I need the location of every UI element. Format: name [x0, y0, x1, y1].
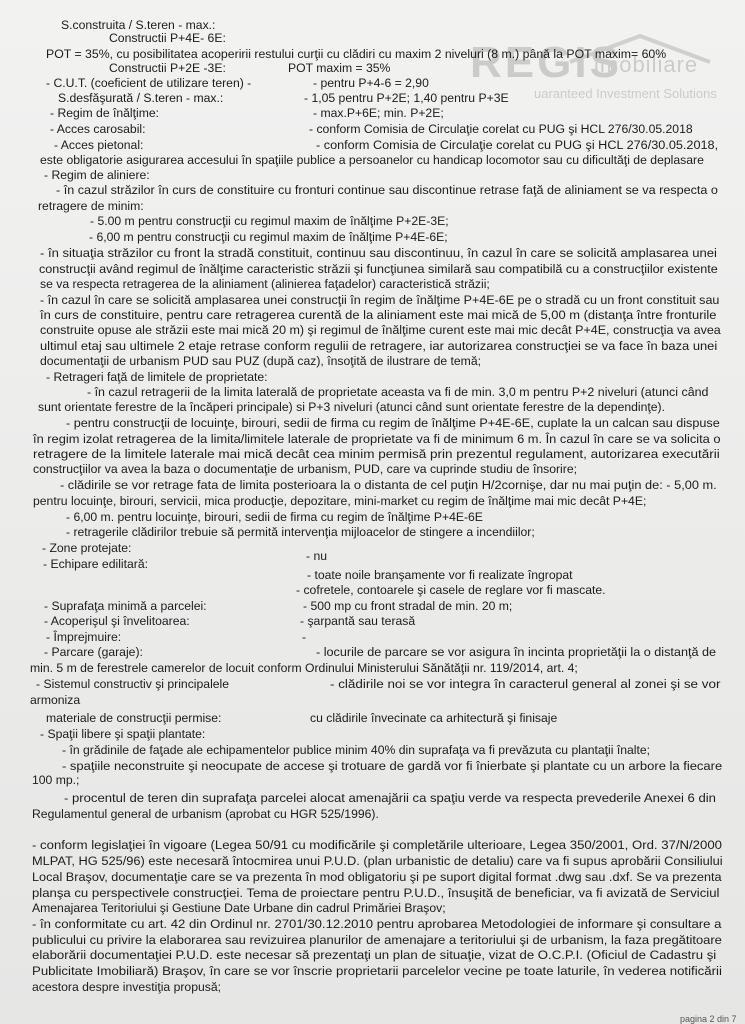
text-line: POT = 35%, cu posibilitatea acoperirii restului curţii cu clădiri cu maxim 2 niveluri (8 m.) până la POT maxim= 60% [46, 47, 667, 61]
text-line: - Sistemul constructiv şi principalele [36, 677, 230, 691]
text-line: - retragerile clădirilor trebuie să permită intervenţia mijloacelor de stingere a incendiilor; [66, 525, 535, 539]
watermark-sub: imobiliare [594, 52, 699, 77]
text-line: S.desfăşurată / S.teren - max.: [58, 91, 224, 105]
text-line: este obligatorie asigurarea accesului în spaţiile publice a persoanelor cu handicap locomotor sau cu dificultăţi de deplasare [40, 153, 704, 167]
text-line: planşa cu perspectivele construcţiei. Tema de proiectare pentru P.U.D., însuşită de beneficiar, va fi avizată de Serviciul [32, 886, 720, 900]
text-line: - în cazul în care se solicită amplasarea unei construcţii în regim de înălţime P+4E-6E pe o stradă cu un front constituit sau [40, 293, 720, 307]
text-line: acestora despre investiţia propusă; [32, 980, 222, 994]
text-line: documentaţii de urbanism PUD sau PUZ (după caz), însoţită de ilustrare de temă; [40, 354, 481, 368]
text-line: - Suprafaţa minimă a parcelei: [44, 599, 207, 613]
text-line: - clădirile noi se vor integra în caracterul general al zonei şi se vor [330, 677, 721, 691]
text-line: - Acoperişul şi învelitoarea: [44, 614, 190, 628]
text-line: - spaţiile neconstruite şi neocupate de accese şi trotuare de gardă vor fi înierbate şi plantate cu un arbore la fiecare [62, 759, 723, 773]
text-line: - Echipare edilitară: [43, 557, 148, 571]
text-line: - pentru construcţii de locuinţe, birouri, sedii de firma cu regim de înălţime P+4E-6E, cuplate la un calcan sau dispuse [66, 416, 720, 430]
text-line: - Zone protejate: [42, 541, 132, 555]
text-line: - Parcare (garaje): [44, 645, 143, 659]
text-line: - C.U.T. (coeficient de utilizare teren) - [46, 76, 252, 90]
watermark-tagline: uaranteed Investment Solutions [534, 86, 717, 101]
text-line: - Regim de înălţime: [50, 106, 160, 120]
text-line: - în situaţia străzilor cu front la stradă constituit, continuu sau discontinuu, în cazul în care se solicită amplasarea unei [40, 246, 717, 260]
text-line: 100 mp.; [32, 773, 80, 787]
text-line: - max.P+6E; min. P+2E; [313, 106, 444, 120]
text-line: min. 5 m de ferestrele camerelor de locuit conform Ordinului Ministerului Sănătăţii nr. 119/2014, art. 4; [30, 661, 578, 675]
text-line: - cofretele, contoarele şi casele de reglare vor fi mascate. [296, 583, 606, 597]
text-line: în regim izolat retragerea de la limita/limitele laterale de proprietate va fi de minimum 6 m. În cazul în care se va solicita o [33, 432, 721, 446]
text-line: - conform Comisia de Circulaţie corelat cu PUG şi HCL 276/30.05.2018 [309, 122, 693, 136]
text-line: - [302, 630, 307, 644]
text-line: în curs de constituire, pentru care retragerea curentă de la aliniament este mai mică de 5,00 m (distanţa între fronturile [40, 308, 717, 322]
text-line: S.construita / S.teren - max.: [61, 18, 216, 32]
text-line: retragere de minim: [38, 199, 144, 213]
text-line: - 6,00 m pentru construcţii cu regimul maxim de înălţime P+4E-6E; [89, 230, 448, 244]
text-line: - 1,05 pentru P+2E; 1,40 pentru P+3E [304, 91, 509, 105]
text-line: - Regim de aliniere: [44, 168, 150, 182]
text-line: Amenajarea Teritoriului şi Gestiune Date Urbane din cadrul Primăriei Braşov; [32, 901, 446, 915]
text-line: construcţiilor va avea la baza o documentaţie de urbanism, PUD, care va cuprinde studiu de însorire; [33, 462, 577, 476]
text-line: Local Braşov, documentaţie care se va prezenta în mod obligatoriu şi pe suport digital format .dwg sau .dxf. Se va prezenta [32, 870, 722, 884]
text-line: Constructii P+2E -3E: [109, 61, 226, 75]
text-line: - clădirile se vor retrage fata de limita posterioara la o distanta de cel puţin H/2cornişe, dar nu mai puţin de: - 5,00 m. [60, 478, 717, 492]
text-line: - 500 mp cu front stradal de min. 20 m; [303, 599, 513, 613]
text-line: sunt orientate ferestre de la încăperi principale) si P+3 niveluri (atunci când sunt orientate ferestre de la dependinţe). [38, 400, 666, 414]
regis-watermark [470, 30, 740, 110]
text-line: se va respecta retragerea de la aliniament (alinierea faţadelor) caracteristică străzii; [40, 277, 490, 291]
text-line: - Împrejmuire: [46, 630, 122, 644]
text-line: - 5.00 m pentru construcţii cu regimul maxim de înălţime P+2E-3E; [90, 214, 449, 228]
text-line: - Acces carosabil: [50, 122, 146, 136]
text-line: - în cazul străzilor în curs de constituire cu fronturi continue sau discontinue retrase faţă de aliniament se va respecta o [56, 183, 718, 197]
text-line: publicului cu privire la elaborarea sau revizuirea planurilor de amenajare a teritoriului şi de urbanism, la faza pregătitoare [32, 933, 722, 947]
text-line: MLPAT, HG 525/96) este necesară întocmirea unui P.U.D. (plan urbanistic de detaliu) care va fi supus aprobării Consiliului [32, 854, 723, 868]
watermark-brand: REGIS [470, 38, 622, 87]
text-line: - în grădinile de faţade ale echipamentelor publice minim 40% din suprafaţa va fi prevăzuta cu plantaţii înalte; [62, 743, 651, 757]
text-line: Constructii P+4E- 6E: [109, 31, 226, 45]
text-line: - Retrageri faţă de limitele de proprietate: [46, 370, 268, 384]
text-line: Publicitate Imobiliară) Braşov, în care se vor înscrie proprietarii parcelelor vecine pe toate laturile, în vederea notificării [32, 964, 722, 978]
text-line: - procentul de teren din suprafaţa parcelei alocat amenajării ca spaţiu verde va respecta prevederile Anexei 6 din [64, 791, 716, 805]
text-line: materiale de construcţii permise: [46, 711, 222, 725]
text-line: retragere de la limitele laterale mai mică decât cea minim permisă prin prezentul regulament, autorizarea executării [33, 447, 720, 461]
text-line: construcţii având regimul de înălţime caracteristic străzii şi funcţiunea similară sau compatibilă cu a construcţiilor existente [39, 262, 718, 276]
text-line: armoniza [30, 693, 81, 707]
text-line: - Spaţii libere şi spaţii plantate: [40, 727, 206, 741]
text-line: - pentru P+4-6 = 2,90 [313, 76, 429, 90]
text-line: elaborării documentaţiei P.U.D. este necesar să prezentaţi un plan de situaţie, vizat de O.C.P.I. (Oficiul de Cadastru şi [32, 948, 717, 962]
text-line: - toate noile branşamente vor fi realizate îngropat [307, 568, 573, 582]
text-line: - nu [306, 549, 328, 563]
text-line: POT maxim = 35% [288, 61, 391, 75]
text-line: - conform Comisia de Circulaţie corelat cu PUG şi HCL 276/30.05.2018, [316, 138, 719, 152]
text-line: - conform legislaţiei în vigoare (Legea 50/91 cu modificările şi completările ulterioare, Legea 350/2001, Ord. 37/N/2000 [32, 838, 722, 852]
text-line: pentru locuinţe, birouri, servicii, mica producţie, depozitare, mini-market cu regim de înălţime mai mic decât P+4E; [33, 494, 647, 508]
text-line: - 6,00 m. pentru locuinţe, birouri, sedii de firma cu regim de înălţime P+4E-6E [66, 510, 483, 524]
page-number: pagina 2 din 7 [680, 1014, 737, 1024]
text-line: construite opuse ale străzii este mai mică 20 m) şi regimul de înălţime curent este mai mic decât P+4E, construcţia va avea [40, 323, 721, 337]
text-line: - în cazul retragerii de la limita laterală de proprietate aceasta va fi de min. 3,0 m pentru P+2 niveluri (atunci când [87, 385, 709, 399]
text-line: - şarpantă sau terasă [300, 614, 416, 628]
text-line: - locurile de parcare se vor asigura în incinta proprietăţii la o distanţă de [316, 645, 717, 659]
text-line: Regulamentul general de urbanism (aprobat cu HGR 525/1996). [32, 807, 379, 821]
text-line: ultimul etaj sau ultimele 2 etaje retrase conform regulii de retragere, iar autorizarea construcţiei se va face în baza unei [40, 339, 718, 353]
text-line: cu clădirile învecinate ca arhitectură şi finisaje [310, 711, 558, 725]
text-line: - Acces pietonal: [54, 138, 144, 152]
text-line: - în conformitate cu art. 42 din Ordinul nr. 2701/30.12.2010 pentru aprobarea Metodologiei de informare şi consultare a [32, 917, 722, 931]
